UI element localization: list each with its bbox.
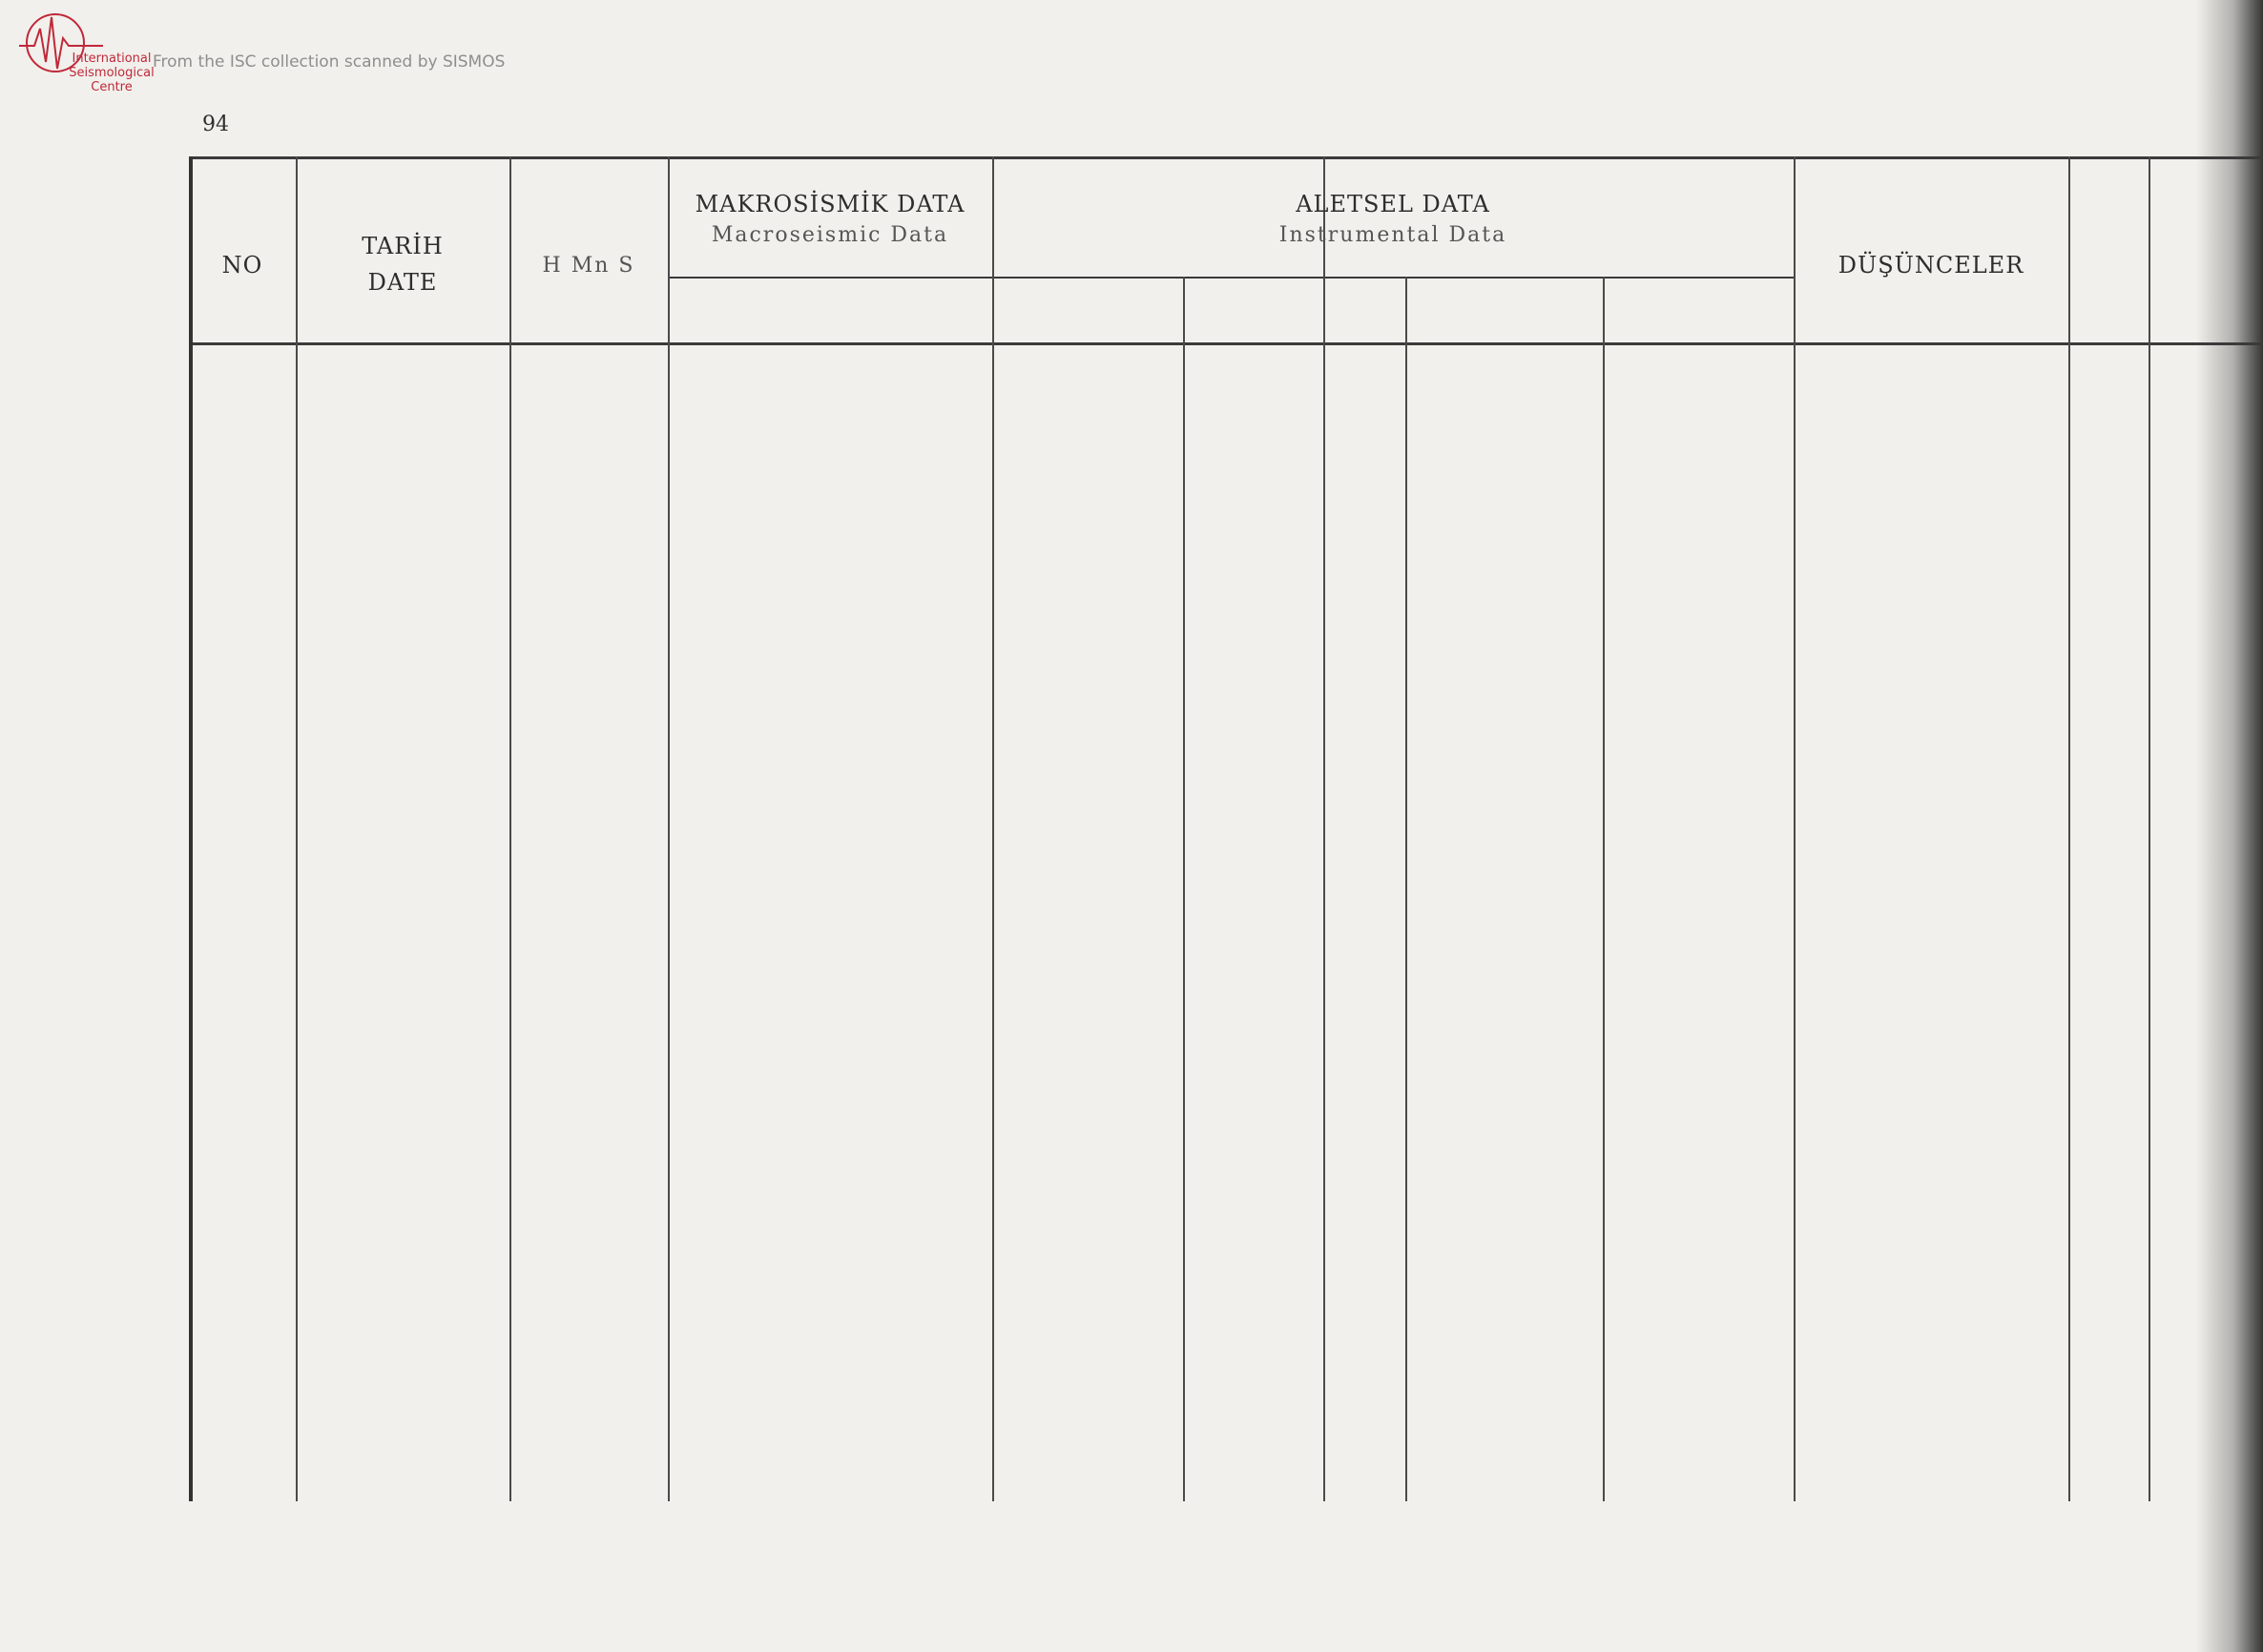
isc-logo <box>17 10 160 100</box>
header-makro-en: Macroseismic Data <box>711 223 949 247</box>
table-top-rule <box>189 156 2263 159</box>
col-rule-9 <box>1794 156 1796 1501</box>
header-tarih: TARİH <box>362 233 444 259</box>
header-aletsel-tr: ALETSEL DATA <box>1296 191 1490 217</box>
header-date: DATE <box>367 269 438 296</box>
col-rule-8 <box>1603 277 1605 1501</box>
col-rule-11 <box>2149 156 2150 1501</box>
header-no: NO <box>221 252 263 279</box>
isc-name-line-1: International <box>72 52 152 66</box>
col-rule-3 <box>668 156 670 1501</box>
collection-note: From the ISC collection scanned by SISMOS <box>153 52 506 72</box>
header-split-rule <box>668 277 1794 279</box>
col-rule-1 <box>296 156 298 1501</box>
page-number: 94 <box>202 113 229 136</box>
col-rule-left <box>189 156 193 1501</box>
col-rule-4 <box>992 156 994 1501</box>
header-dusunceler: DÜŞÜNCELER <box>1837 252 2024 279</box>
isc-name <box>59 52 164 94</box>
header-aletsel-en: Instrumental Data <box>1278 223 1507 247</box>
header-hmns: H Mn S <box>542 254 635 278</box>
isc-name-line-2: Seismological <box>69 66 155 80</box>
col-rule-6 <box>1323 156 1325 1501</box>
col-rule-5 <box>1183 277 1185 1501</box>
col-rule-7 <box>1405 277 1407 1501</box>
header-bottom-rule <box>189 342 2263 345</box>
earthquake-table <box>189 156 2263 1511</box>
col-rule-10 <box>2068 156 2070 1501</box>
col-rule-2 <box>509 156 511 1501</box>
isc-name-line-3: Centre <box>91 80 133 94</box>
header-makro-tr: MAKROSİSMİK DATA <box>695 191 965 217</box>
